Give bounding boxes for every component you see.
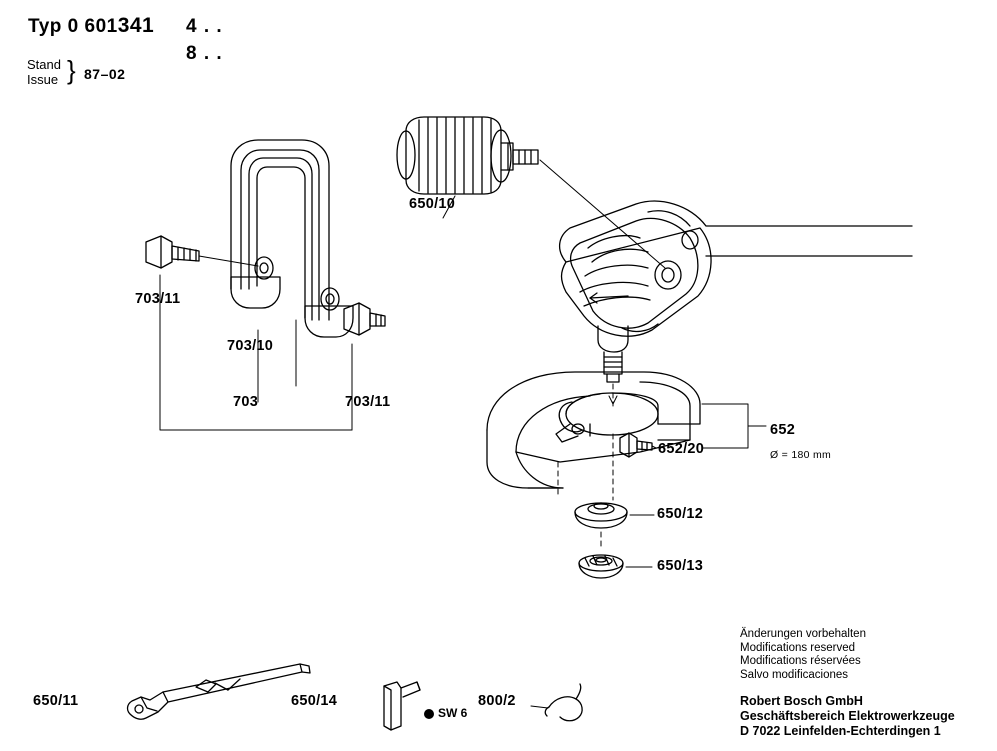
callout-703-10: 703/10 xyxy=(227,338,274,354)
part-bracket-703 xyxy=(231,140,353,337)
callout-652: 652 xyxy=(770,422,796,438)
footer-disclaimer xyxy=(740,628,866,682)
part-spanner-650-11 xyxy=(128,664,310,719)
stand-label: Stand xyxy=(27,57,61,72)
type-variant-line-2: 8 . . xyxy=(186,43,223,64)
callout-703: 703 xyxy=(233,394,259,410)
issue-date: 87–02 xyxy=(84,66,126,82)
typ-label: Typ xyxy=(28,16,62,37)
part-hex-key-650-14 xyxy=(384,682,434,730)
part-flange-650-12 xyxy=(575,503,654,548)
footer-note-en: Modifications reserved xyxy=(740,641,856,654)
callout-sw6: SW 6 xyxy=(438,706,468,720)
callout-703-11-upper: 703/11 xyxy=(135,291,181,307)
typ-number-prefix: 0 601 xyxy=(67,16,118,37)
part-circlip-800-2 xyxy=(531,684,582,721)
footer-note-es: Salvo modificaciones xyxy=(740,668,849,681)
issue-brace: } xyxy=(67,55,76,85)
type-variant-line-1: 4 . . xyxy=(186,16,223,37)
company-address: D 7022 Leinfelden-Echterdingen 1 xyxy=(740,724,941,738)
callout-650-13: 650/13 xyxy=(657,558,704,574)
company-name: Robert Bosch GmbH xyxy=(740,694,863,708)
callout-652-diameter-note: Ø = 180 mm xyxy=(770,449,832,461)
typ-number-suffix: 341 xyxy=(117,14,155,37)
part-nut-650-13 xyxy=(579,555,652,578)
part-gear-housing xyxy=(560,201,912,406)
callout-652-20: 652/20 xyxy=(658,441,705,457)
callout-650-12: 650/12 xyxy=(657,506,704,522)
callout-650-14: 650/14 xyxy=(291,693,338,709)
company-division: Geschäftsbereich Elektrowerkzeuge xyxy=(740,709,955,723)
callout-650-11: 650/11 xyxy=(33,693,79,709)
issue-label: Issue xyxy=(27,72,59,87)
footer-note-fr: Modifications réservées xyxy=(740,655,861,667)
callout-650-10: 650/10 xyxy=(409,196,456,212)
callout-703-11-lower: 703/11 xyxy=(345,394,391,410)
callout-800-2: 800/2 xyxy=(478,693,516,709)
part-auxiliary-handle xyxy=(397,117,665,268)
part-guard-652 xyxy=(487,372,766,500)
footer-company-address xyxy=(740,694,955,739)
footer-note-de: Änderungen vorbehalten xyxy=(740,628,866,640)
